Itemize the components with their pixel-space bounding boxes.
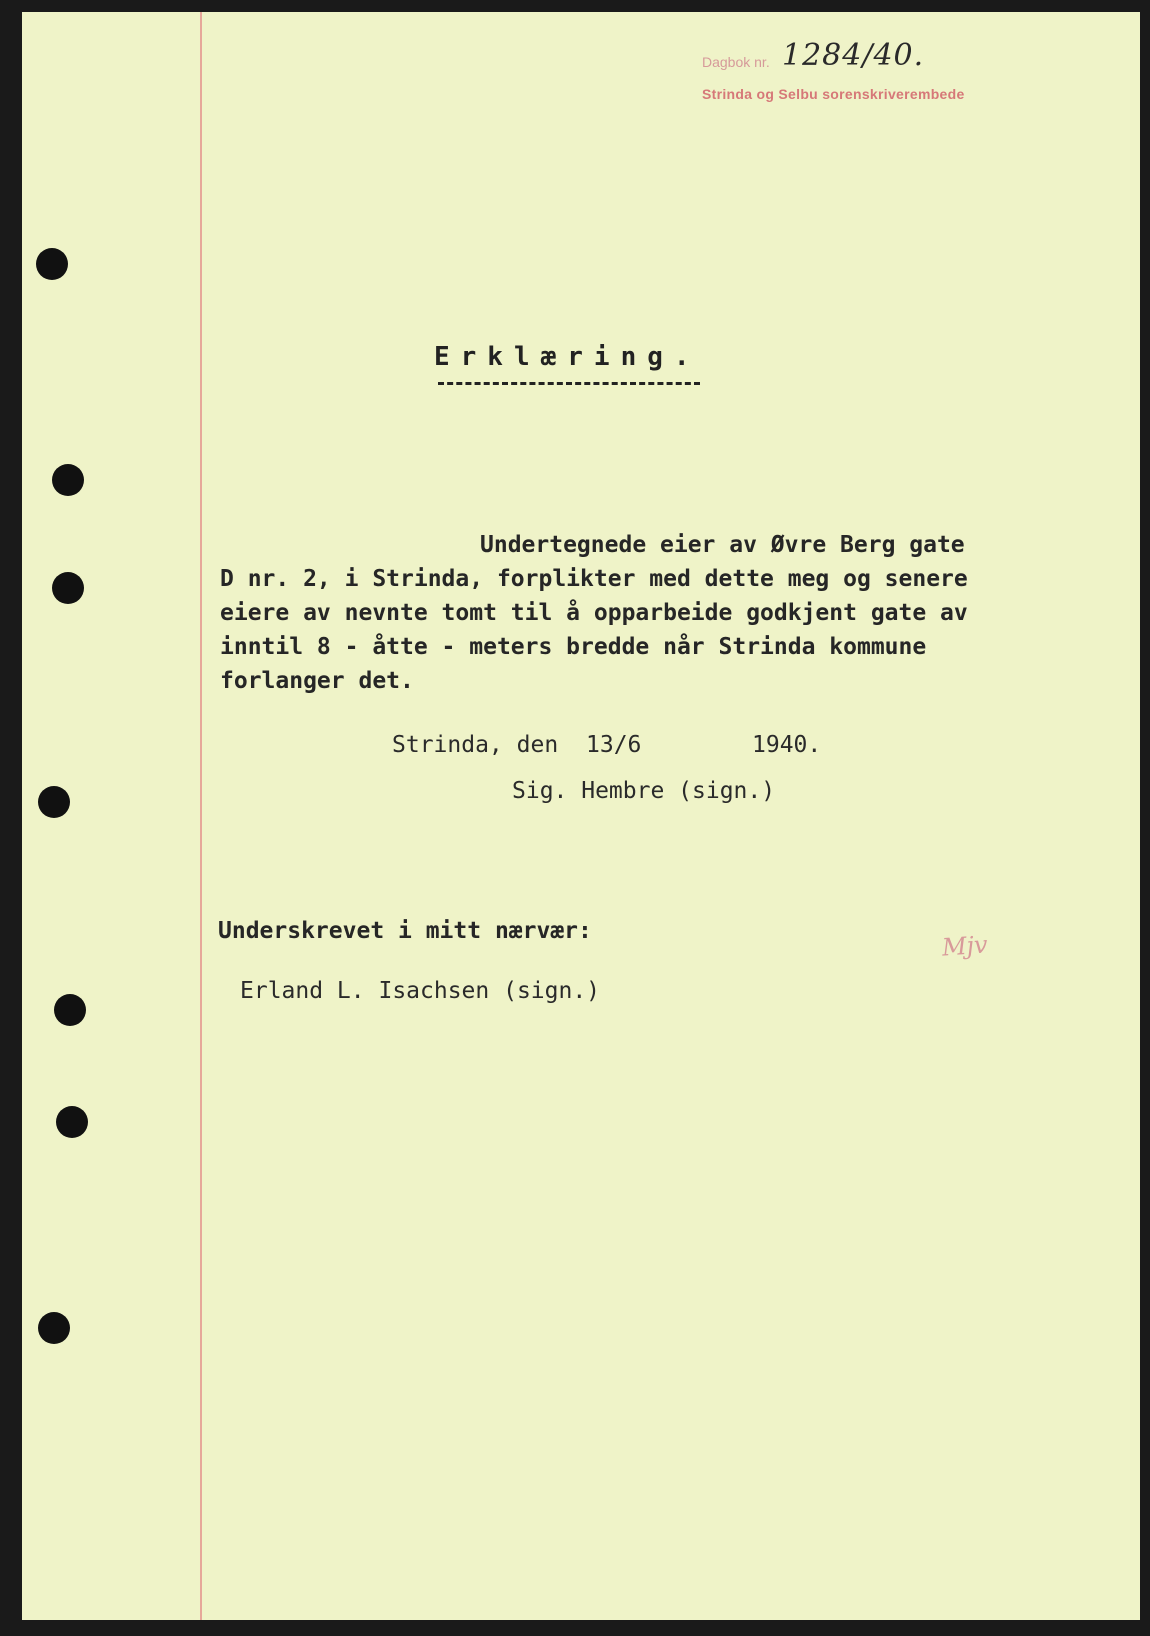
date-year: 1940. — [752, 732, 822, 758]
punch-hole — [52, 572, 84, 604]
stamp-dagbok-label: Dagbok nr. — [702, 54, 770, 70]
body-line: Undertegnede eier av Øvre Berg gate — [480, 532, 965, 558]
document-title: Erklæring. — [434, 342, 701, 372]
place-date: Strinda, den — [392, 732, 559, 758]
punch-hole — [52, 464, 84, 496]
document-page — [22, 12, 1140, 1620]
punch-hole — [54, 994, 86, 1026]
punch-hole — [38, 786, 70, 818]
stamp-journal-number: 1284/40. — [782, 38, 925, 73]
body-line: inntil 8 - åtte - meters bredde når Strinda kommune — [220, 634, 927, 660]
margin-line — [200, 12, 202, 1620]
witness-signature: Erland L. Isachsen (sign.) — [240, 978, 601, 1004]
punch-hole — [56, 1106, 88, 1138]
body-line: D nr. 2, i Strinda, forplikter med dette meg og senere — [220, 566, 968, 592]
stamp-office: Strinda og Selbu sorenskriverembede — [702, 86, 965, 102]
body-line: eiere av nevnte tomt til å opparbeide godkjent gate av — [220, 600, 968, 626]
body-line: forlanger det. — [220, 668, 414, 694]
date-day: 13/6 — [586, 732, 642, 758]
signature: Sig. Hembre (sign.) — [512, 778, 776, 804]
witness-heading: Underskrevet i mitt nærvær: — [218, 918, 592, 944]
punch-hole — [38, 1312, 70, 1344]
title-underline — [438, 382, 700, 385]
handwritten-initials: Mjv — [941, 930, 989, 962]
punch-hole — [36, 248, 68, 280]
